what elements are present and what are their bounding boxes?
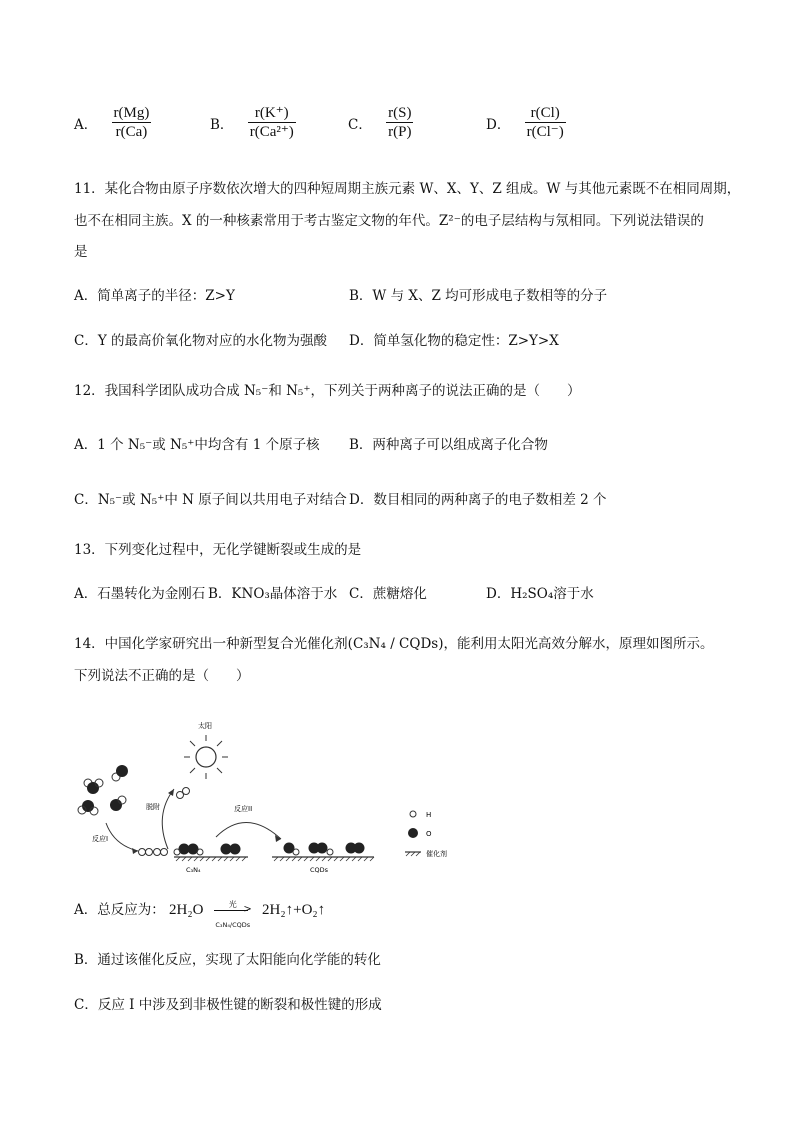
cqds-surface — [272, 843, 374, 862]
q12-option-d: D．数目相同的两种离子的电子数相差 2 个 — [349, 492, 607, 508]
q13-option-d: D．H₂SO₄溶于水 — [486, 586, 594, 602]
q11-option-b: B．W 与 X、Z 均可形成电子数相等的分子 — [349, 288, 608, 304]
q11-stem-line1: 11．某化合物由原子序数依次增大的四种短周期主族元素 W、X、Y、Z 组成。W 与其他元素既不在相同周期， — [74, 181, 741, 197]
reaction1-arrow — [106, 823, 138, 851]
water-molecules — [78, 765, 128, 815]
svg-text:O: O — [426, 830, 432, 838]
desorb-arrow — [162, 789, 174, 849]
fraction: $\frac{r(S)}{r(P)}$ — [388, 105, 412, 140]
q11-stem-line2: 也不在相同主族。X 的一种核素常用于考古鉴定文物的年代。Z²⁻的电子层结构与氖相同。下列说法错误的 — [74, 213, 704, 229]
fraction: $\frac{r(Cl)}{r(Cl^-)}$ — [526, 105, 564, 140]
q13-option-c: C．蔗糖熔化 — [349, 586, 427, 602]
c3n4-surface — [139, 844, 249, 862]
svg-text:H: H — [426, 811, 432, 819]
q13-option-b: B．KNO₃晶体溶于水 — [208, 586, 338, 602]
q14-stem-line1: 14．中国化学家研究出一种新型复合光催化剂(C₃N₄ / CQDs)，能利用太阳光高效分解水，原理如图所示。 — [74, 636, 714, 652]
q12-stem: 12．我国科学团队成功合成 N₅⁻和 N₅⁺，下列关于两种离子的说法正确的是（ ） — [74, 383, 581, 399]
q10-option-a: A． $\frac{r(Mg)}{r(Ca)}$ — [74, 105, 150, 140]
q14-stem-line2: 下列说法不正确的是（ ） — [74, 668, 250, 684]
q11-option-a: A．简单离子的半径：Z>Y — [74, 288, 235, 304]
desorb-label: 脱附 — [146, 803, 160, 811]
q11-stem-line3: 是 — [74, 244, 88, 260]
q11-option-c: C．Y 的最高价氧化物对应的水化物为强酸 — [74, 333, 328, 349]
svg-text:催化剂: 催化剂 — [426, 850, 447, 858]
q14-option-c: C．反应 I 中涉及到非极性键的断裂和极性键的形成 — [74, 997, 382, 1013]
legend — [405, 811, 447, 858]
reaction1-label: 反应I — [92, 835, 109, 843]
q12-option-c: C．N₅⁻或 N₅⁺中 N 原子间以共用电子对结合 — [74, 492, 347, 508]
q12-option-a: A．1 个 N₅⁻或 N₅⁺中均含有 1 个原子核 — [74, 437, 320, 453]
q10-option-b: B． $\frac{r(K^+)}{\text{r(Ca²⁺)}}$ — [210, 105, 294, 140]
reaction2-label: 反应II — [234, 805, 253, 813]
q14-option-a: A．总反应为： 2H₂O 光 > C₃N₄/CQDs 2H₂↑+O₂↑ — [74, 899, 326, 929]
reaction-condition-arrow: 光 > C₃N₄/CQDs — [215, 899, 252, 929]
q10-option-c: C． $\frac{r(S)}{r(P)}$ — [348, 105, 412, 140]
q14-option-b: B．通过该催化反应，实现了太阳能向化学能的转化 — [74, 952, 381, 968]
sun-icon — [184, 735, 228, 779]
reaction2-arrow — [216, 822, 281, 839]
sun-label: 太阳 — [198, 722, 212, 730]
c3n4-label: C₃N₄ — [186, 866, 201, 874]
fraction: $\frac{r(Mg)}{r(Ca)}$ — [113, 105, 150, 140]
q11-option-d: D．简单氢化物的稳定性：Z>Y>X — [349, 333, 559, 349]
cqds-label: CQDs — [310, 866, 329, 874]
q13-stem: 13．下列变化过程中，无化学键断裂或生成的是 — [74, 542, 362, 558]
q12-option-b: B．两种离子可以组成离子化合物 — [349, 437, 548, 453]
fraction: $\frac{r(K^+)}{\text{r(Ca²⁺)}}$ — [249, 105, 294, 140]
water-splitting-diagram — [76, 715, 496, 880]
q13-option-a: A．石墨转化为金刚石 — [74, 586, 206, 602]
q10-option-d: D． $\frac{r(Cl)}{r(Cl^-)}$ — [486, 105, 564, 140]
